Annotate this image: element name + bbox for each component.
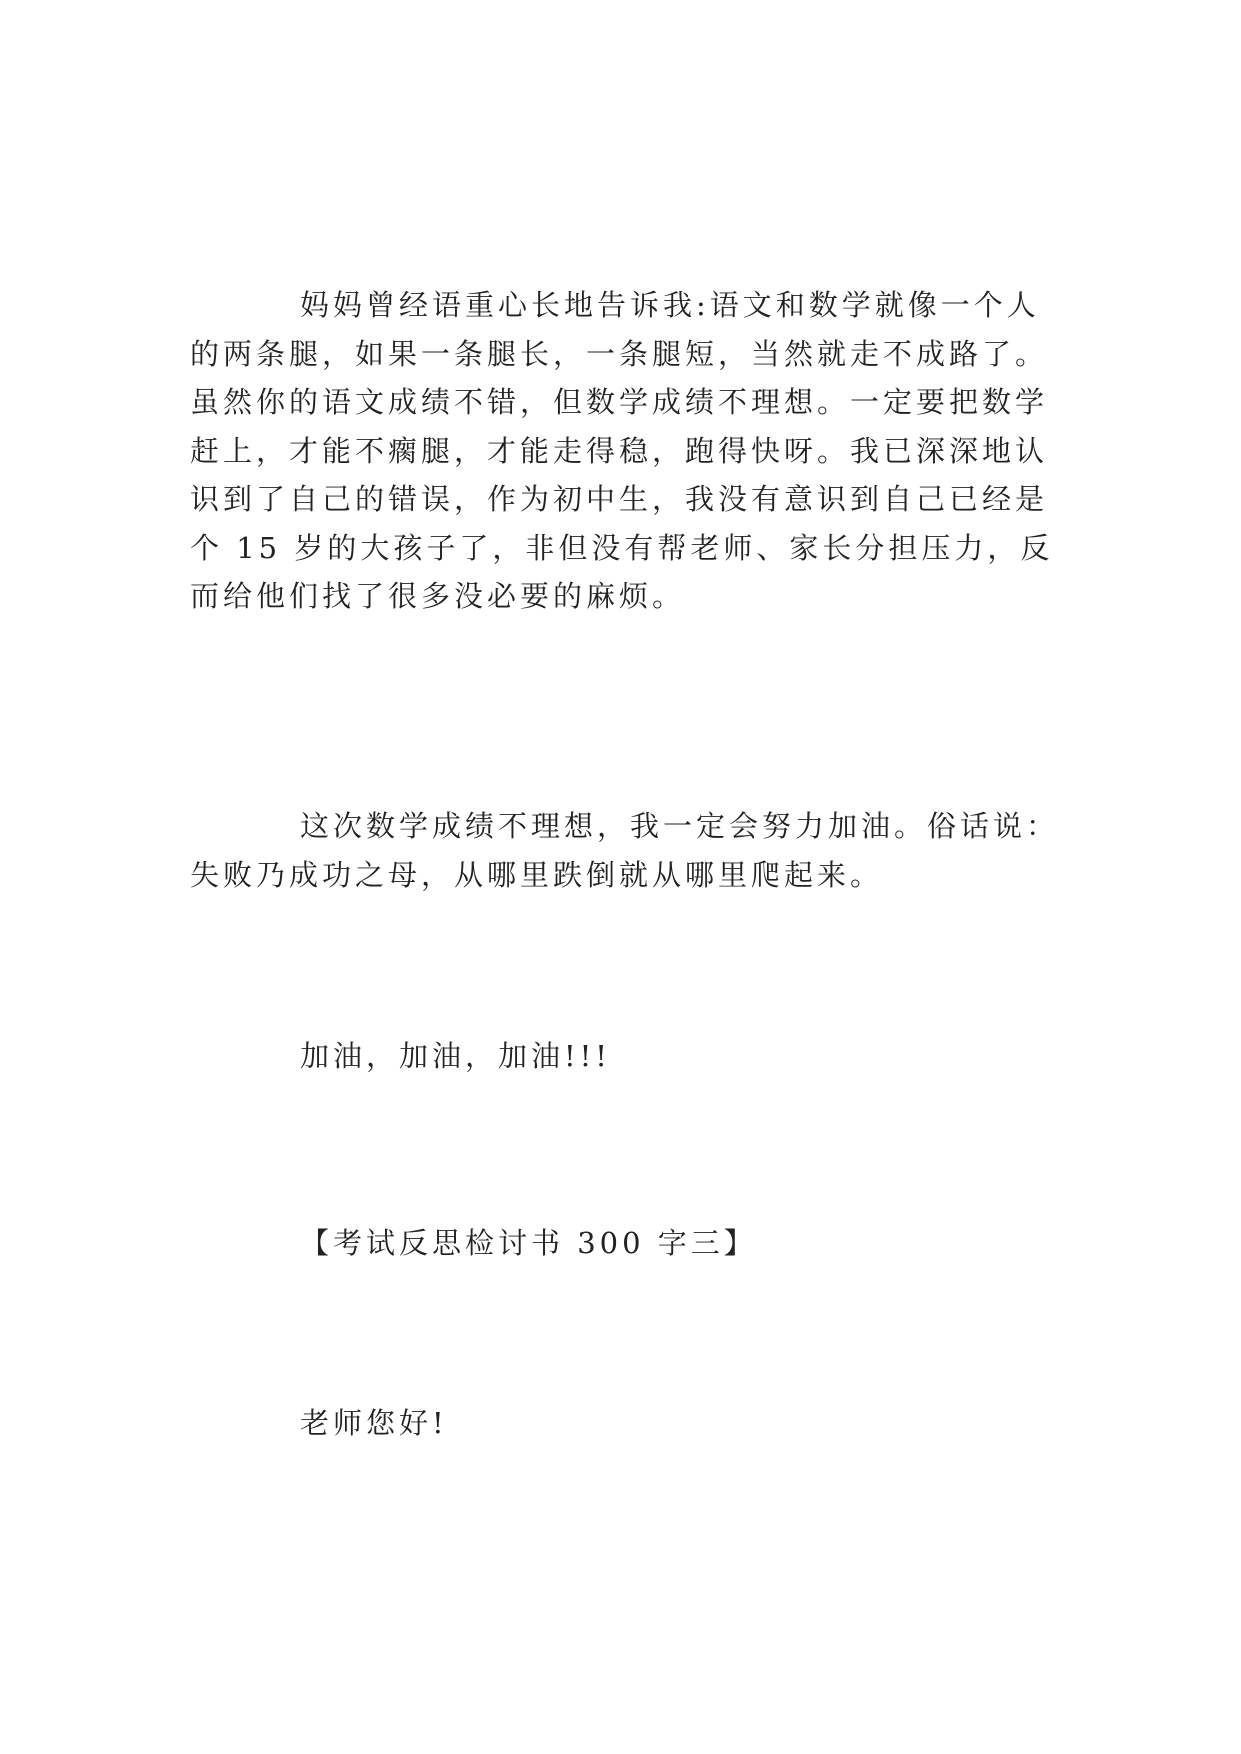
paragraph-line: 的两条腿，如果一条腿长，一条腿短，当然就走不成路了。	[190, 336, 1049, 371]
paragraph	[190, 1032, 1050, 1081]
section-heading	[190, 1219, 1050, 1268]
paragraph-line: 虽然你的语文成绩不错，但数学成绩不理想。一定要把数学	[190, 385, 1049, 419]
paragraph-line: 加油，加油，加油!!!	[300, 1039, 611, 1073]
paragraph-line: 识到了自己的错误，作为初中生，我没有意识到自己已经是	[190, 482, 1049, 516]
paragraph-line: 而给他们找了很多没必要的麻烦。	[190, 579, 686, 613]
greeting	[190, 1399, 1050, 1448]
paragraph-line: 赶上，才能不瘸腿，才能走得稳，跑得快呀。我已深深地认	[190, 433, 1049, 468]
section-heading-text: 【考试反思检讨书 300 字三】	[300, 1226, 757, 1260]
paragraph-line: 个 15 岁的大孩子了，非但没有帮老师、家长分担压力，反	[190, 530, 1054, 565]
paragraph-line: 失败乃成功之母，从哪里跌倒就从哪里爬起来。	[190, 857, 884, 892]
paragraph	[190, 281, 1054, 621]
paragraph-line: 妈妈曾经语重心长地告诉我:语文和数学就像一个人	[300, 288, 1040, 322]
greeting-text: 老师您好!	[300, 1406, 448, 1440]
paragraph	[190, 802, 1060, 899]
paragraph-line: 这次数学成绩不理想，我一定会努力加油。俗话说：	[300, 809, 1060, 843]
